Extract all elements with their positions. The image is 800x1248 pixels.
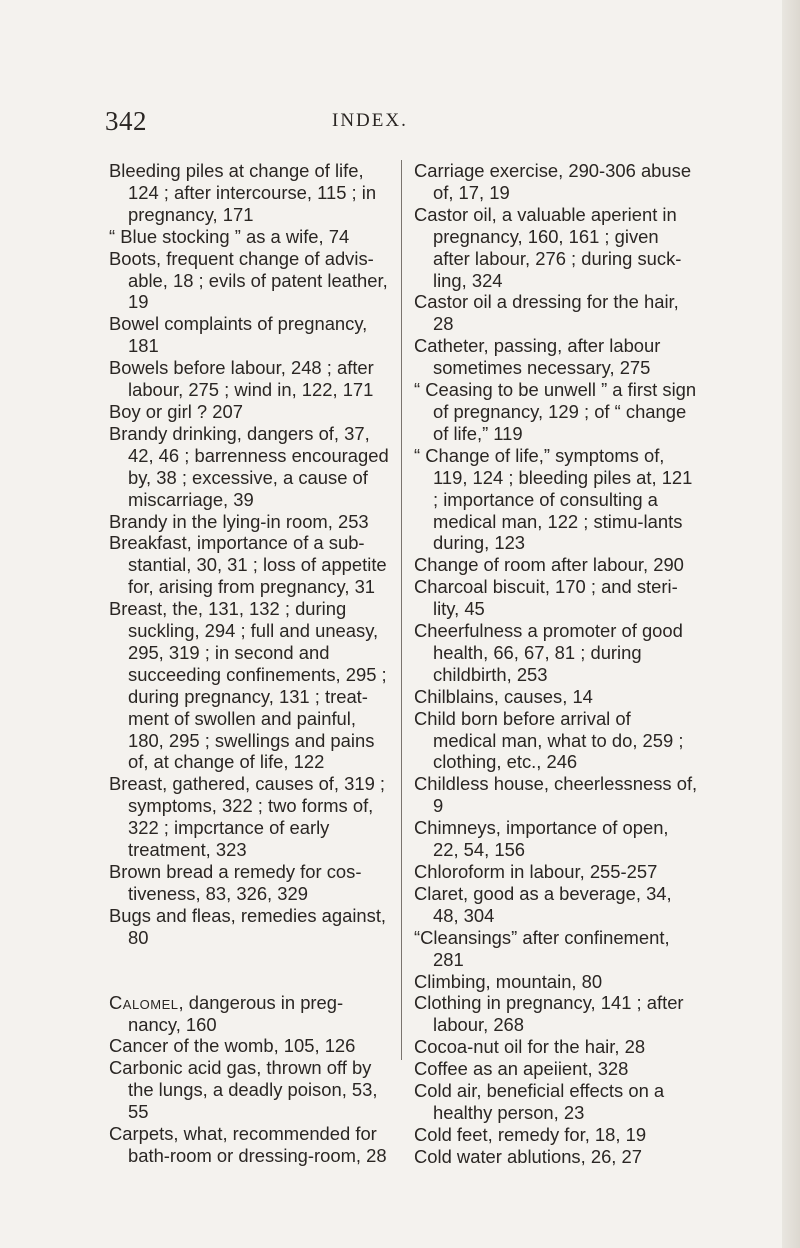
index-entry: “ Ceasing to be unwell ” a first sign of pregnancy, 129 ; of “ change of life,” 119: [414, 379, 697, 444]
index-entry: Bleeding piles at change of life, 124 ; after intercourse, 115 ; in pregnancy, 171: [109, 160, 377, 225]
index-entry: Bowel complaints of pregnancy, 181: [109, 313, 368, 357]
index-entry: Claret, good as a beverage, 34, 48, 304: [414, 882, 672, 926]
left-column: [109, 160, 393, 1167]
index-entry: Castor oil, a valuable aperient in pregnancy, 160, 161 ; given after labour, 276 ; during suck-ling, 324: [414, 203, 682, 291]
index-entry: Cold feet, remedy for, 18, 19: [414, 1123, 647, 1145]
index-entry: Breakfast, importance of a sub-stantial, 30, 31 ; loss of appetite for, arising from pregnancy, 31: [109, 532, 387, 598]
page-edge: [782, 0, 800, 1248]
index-entry: Castor oil a dressing for the hair, 28: [414, 291, 679, 335]
index-entry: Cold water ablutions, 26, 27: [414, 1145, 642, 1167]
index-entry: Climbing, mountain, 80: [414, 970, 603, 992]
index-entry: Brandy drinking, dangers of, 37, 42, 46 ; barrenness encouraged by, 38 ; excessive, a cause of miscarriage, 39: [109, 422, 389, 510]
index-entry: “Cleansings” after confinement, 281: [414, 926, 670, 970]
index-entry: Carbonic acid gas, thrown off by the lungs, a deadly poison, 53, 55: [109, 1057, 378, 1123]
index-entry: Carriage exercise, 290-306 abuse of, 17, 19: [414, 160, 692, 203]
index-entry: Chloroform in labour, 255-257: [414, 861, 658, 882]
index-entry: “ Change of life,” symptoms of, 119, 124 ; bleeding piles at, 121 ; importance of consulting a medical man, 122 ; stimu-lants during, 123: [414, 444, 693, 554]
column-divider: [401, 160, 402, 1060]
index-entry: Cold air, beneficial effects on a healthy person, 23: [414, 1080, 665, 1123]
running-head: INDEX.: [332, 110, 408, 131]
index-entry: Breast, the, 131, 132 ; during suckling, 294 ; full and uneasy, 295, 319 ; in second and succeeding confinements, 295 ; during pregnancy, 131 ; treat-ment of swollen and painful, 180, 295 ; swellings and pains of, at change of life, 122: [109, 598, 387, 773]
index-entry: Child born before arrival of medical man, what to do, 259 ; clothing, etc., 246: [414, 707, 684, 773]
index-entry: Brown bread a remedy for cos-tiveness, 83, 326, 329: [109, 861, 362, 904]
index-entry: Cancer of the womb, 105, 126: [109, 1035, 356, 1057]
index-entry: Carpets, what, recommended for bath-room or dressing-room, 28: [109, 1123, 387, 1166]
index-entry: Bugs and fleas, remedies against, 80: [109, 904, 387, 948]
index-entry-calomel: [109, 992, 393, 1036]
index-entry: Chimneys, importance of open, 22, 54, 156: [414, 817, 669, 861]
index-entry: Breast, gathered, causes of, 319 ; symptoms, 322 ; two forms of, 322 ; impcrtance of early treatment, 323: [109, 773, 386, 861]
index-entry: Boy or girl ? 207: [109, 400, 243, 422]
section-lead-word: Calomel: [109, 991, 179, 1013]
page-number: 342: [105, 106, 147, 136]
index-entry: Cocoa-nut oil for the hair, 28: [414, 1036, 646, 1058]
index-entry: Boots, frequent change of advis-able, 18 ; evils of patent leather, 19: [109, 247, 388, 313]
index-entry: Charcoal biscuit, 170 ; and steri-lity, 45: [414, 576, 678, 620]
index-entry: Clothing in pregnancy, 141 ; after labour, 268: [414, 992, 684, 1036]
index-entry: Chilblains, causes, 14: [414, 685, 593, 707]
index-entry: Cheerfulness a promoter of good health, 66, 67, 81 ; during childbirth, 253: [414, 620, 683, 685]
index-entry: Bowels before labour, 248 ; after labour, 275 ; wind in, 122, 171: [109, 357, 374, 401]
section-gap: [109, 949, 393, 992]
index-entry: Brandy in the lying-in room, 253: [109, 510, 369, 532]
entry-text: , dangerous in preg-nancy, 160: [128, 991, 344, 1035]
right-column: [414, 160, 698, 1168]
page-header: [105, 106, 665, 142]
index-entry: Change of room after labour, 290: [414, 554, 684, 576]
index-entry: Catheter, passing, after labour sometimes necessary, 275: [414, 335, 661, 379]
index-entry: “ Blue stocking ” as a wife, 74: [109, 225, 350, 247]
index-entry: Coffee as an apeiient, 328: [414, 1058, 629, 1080]
index-entry: Childless house, cheerlessness of, 9: [414, 773, 698, 817]
